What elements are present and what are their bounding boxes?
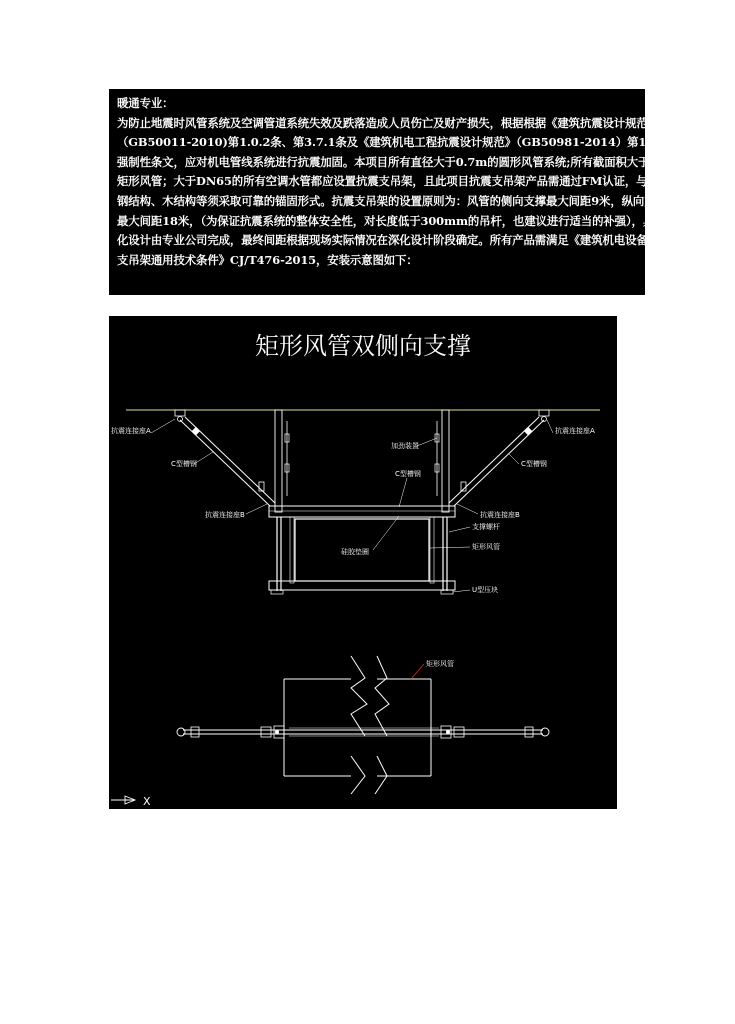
label-rubber-pad: 硅胶垫圈 (341, 548, 369, 556)
label-anchor-b-left: 抗震连接座B (205, 511, 245, 519)
label-rect-duct-plan: 矩形风管 (426, 660, 454, 668)
spec-line: 最大间距18米，（为保证抗震系统的整体安全性，对长度低于300mm的吊杆，也建议进行适当的补强），具体深 (117, 213, 677, 228)
spec-line: 钢结构、木结构等须采取可靠的锚固形式。抗震支吊架的设置原则为：风管的侧向支撑最大间距9米，纵向支撑 (117, 193, 667, 208)
label-rect-duct: 矩形风管 (472, 543, 500, 551)
leader-line-red (411, 664, 424, 679)
label-anchor-a-right: 抗震连接座A (555, 427, 595, 435)
label-anchor-a-left: 抗震连接座A (111, 427, 151, 435)
vertical-hanger-left (275, 410, 289, 512)
label-c-channel-center: C型槽钢 (395, 470, 421, 478)
cad-drawing (109, 316, 617, 809)
c-channel-bottom-crossbar (269, 581, 455, 594)
ucs-icon (111, 796, 135, 804)
spec-line: 为防止地震时风管系统及空调管道系统失效及跌落造成人员伤亡及财产损失，根据根据《建筑抗震设计规范》 (117, 115, 659, 130)
label-c-channel-left: C型槽钢 (171, 460, 197, 468)
drawing-title: 矩形风管双侧向支撑 (255, 332, 471, 360)
anchor-a-right (539, 410, 549, 422)
label-anchor-b-right: 抗震连接座B (480, 511, 520, 519)
spec-line: 化设计由专业公司完成，最终间距根据现场实际情况在深化设计阶段确定。所有产品需满足《建筑机电设备抗震 (117, 233, 671, 248)
spec-line: 支吊架通用技术条件》CJ/T476-2015，安装示意图如下： (117, 252, 418, 267)
spec-text-block (109, 89, 735, 295)
spec-line: 矩形风管；大于DN65的所有空调水管都应设置抗震支吊架，且此项目抗震支吊架产品需通过FM认证，与混凝土、 (117, 174, 693, 189)
c-channel-top-crossbar (269, 506, 455, 517)
cad-svg (109, 316, 617, 809)
vertical-hanger-right (435, 410, 449, 512)
anchor-a-left (175, 410, 185, 422)
plan-duct-view (284, 656, 431, 794)
label-reinforce-device: 加劲装置 (391, 442, 419, 450)
spec-line: 强制性条文，应对机电管线系统进行抗震加固。本项目所有直径大于0.7m的圆形风管系统;所有截面积大于0.38m2的 (117, 154, 708, 169)
spec-line: （GB50011-2010)第1.0.2条、第3.7.1条及《建筑机电工程抗震设计规范》（GB50981-2014）第1.0.4及5.1.4条为 (117, 135, 735, 150)
ucs-x-label: X (143, 795, 151, 808)
spec-line: 暖通专业： (117, 96, 174, 110)
label-u-clamp: U型压块 (472, 586, 499, 594)
label-c-channel-right: C型槽钢 (521, 460, 547, 468)
label-support-rod: 支撑螺杆 (472, 523, 500, 531)
